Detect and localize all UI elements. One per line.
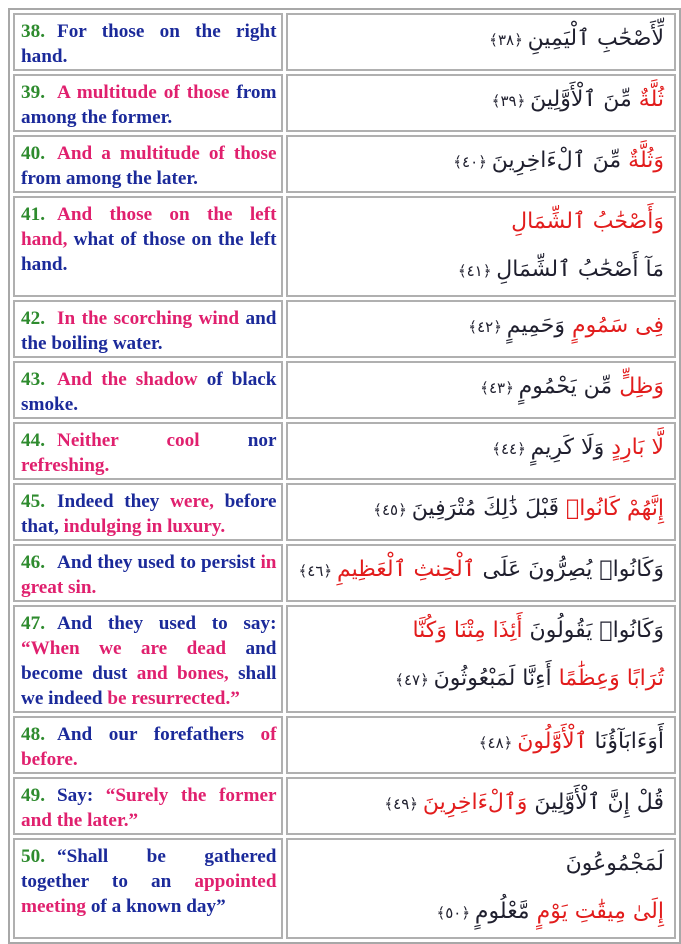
translation-text: of a known day” (90, 896, 226, 917)
arabic-text: قَبْلَ ذَٰلِكَ مُتْرَفِينَ (411, 496, 566, 521)
translation-cell (13, 13, 283, 71)
verse-number: 50. (21, 846, 45, 867)
ayah-number: ﴿٣٩﴾ (491, 92, 531, 110)
translation-text: For those on the right hand. (21, 21, 277, 67)
translation-text: “Surely the former (105, 785, 277, 806)
translation-text: And they used to persist (56, 552, 261, 573)
verse-row (13, 716, 676, 774)
translation-cell (13, 483, 283, 541)
translation-text: and the boiling water. (21, 308, 277, 354)
ayah-number: ﴿٤٦﴾ (298, 562, 337, 580)
verse-row (13, 483, 676, 541)
translation-text: of black smoke. (21, 369, 277, 415)
verse-row (13, 605, 676, 713)
translation-text: In the scorching wind (56, 308, 246, 329)
arabic-cell (286, 361, 676, 419)
arabic-text: فِى سَمُومٍ (572, 313, 664, 338)
arabic-line (298, 779, 664, 828)
arabic-text: وَٱلْءَاخِرِينَ (422, 790, 535, 815)
ayah-number: ﴿٤٥﴾ (373, 501, 412, 519)
arabic-text: مِّنَ ٱلْأَوَّلِينَ (530, 87, 639, 112)
verse-row (13, 74, 676, 132)
verse-number: 44. (21, 430, 45, 451)
arabic-line (298, 546, 664, 595)
arabic-text: تُرَابًا وَعِظَٰمًا (558, 666, 664, 691)
verse-number: 41. (21, 204, 45, 225)
arabic-line (298, 198, 664, 246)
arabic-cell (286, 716, 676, 774)
translation-text: Indeed they (56, 491, 171, 512)
arabic-cell (286, 13, 676, 71)
translation-text: before that, (21, 491, 277, 537)
translation-text: from among the later. (21, 168, 198, 189)
arabic-text: ٱلْحِنثِ ٱلْعَظِيمِ (336, 557, 483, 582)
ayah-number: ﴿٤٢﴾ (468, 318, 507, 336)
arabic-text: مِّن يَحْمُومٍ (518, 374, 620, 399)
verse-row (13, 544, 676, 602)
arabic-text: أَءِنَّا لَمَبْعُوثُونَ (433, 666, 559, 691)
translation-text: appointed meeting (21, 871, 277, 917)
verse-number: 46. (21, 552, 45, 573)
ayah-number: ﴿٤٨﴾ (478, 734, 518, 752)
translation-text: A multitude of those (56, 82, 237, 103)
arabic-line (298, 302, 664, 351)
translation-text: “When we are dead (21, 638, 246, 659)
ayah-number: ﴿٤١﴾ (457, 262, 497, 280)
translation-text: Neither cool (56, 430, 248, 451)
arabic-text: وَلَا كَرِيمٍ (530, 435, 612, 460)
arabic-text: لِّأَصْحَٰبِ ٱلْيَمِينِ (527, 26, 664, 51)
translation-cell (13, 422, 283, 480)
verse-row (13, 422, 676, 480)
arabic-text: وَثُلَّةٌ (628, 148, 664, 173)
arabic-cell (286, 74, 676, 132)
translation-text: and become dust (21, 638, 277, 684)
translation-text: indulging in luxury. (63, 516, 226, 537)
arabic-line (298, 137, 664, 186)
arabic-text: مِّنَ ٱلْءَاخِرِينَ (491, 148, 629, 173)
verse-number: 39. (21, 82, 45, 103)
arabic-text: لَّا بَارِدٍ (611, 435, 664, 460)
translation-text: And a multitude of those (56, 143, 277, 164)
translation-text: And the shadow (56, 369, 207, 390)
arabic-line (298, 655, 664, 704)
arabic-text: وَكَانُوا۟ يَقُولُونَ (529, 618, 664, 643)
verse-number: 38. (21, 21, 45, 42)
translation-cell (13, 777, 283, 835)
translation-cell (13, 300, 283, 358)
arabic-line (298, 246, 664, 295)
verse-table (8, 8, 681, 944)
arabic-text: ٱلْأَوَّلُونَ (517, 729, 595, 754)
arabic-text: وَكَانُوا۟ يُصِرُّونَ عَلَى (482, 557, 664, 582)
translation-cell (13, 716, 283, 774)
translation-text: from among the former. (21, 82, 277, 128)
arabic-line (298, 718, 664, 767)
translation-text: what of those on the left hand. (21, 229, 277, 275)
ayah-number: ﴿٤٩﴾ (384, 795, 423, 813)
translation-cell (13, 838, 283, 939)
arabic-text: مَآ أَصْحَٰبُ ٱلشِّمَالِ (496, 257, 664, 282)
translation-text: and bones, (136, 663, 239, 684)
verse-row (13, 13, 676, 71)
ayah-number: ﴿٤٧﴾ (395, 671, 434, 689)
translation-text: in great sin. (21, 552, 277, 598)
verse-row (13, 361, 676, 419)
translation-text: nor (247, 430, 277, 451)
translation-text: shall we indeed (21, 663, 277, 709)
translation-cell (13, 605, 283, 713)
arabic-cell (286, 483, 676, 541)
translation-text: were, (170, 491, 225, 512)
arabic-text: وَظِلٍّ (619, 374, 664, 399)
translation-cell (13, 544, 283, 602)
arabic-line (298, 15, 664, 64)
arabic-text: وَحَمِيمٍ (506, 313, 572, 338)
arabic-cell (286, 605, 676, 713)
arabic-line (298, 424, 664, 473)
arabic-line (298, 888, 664, 937)
verse-number: 48. (21, 724, 45, 745)
arabic-line (298, 363, 664, 412)
ayah-number: ﴿٣٨﴾ (489, 31, 528, 49)
arabic-cell (286, 422, 676, 480)
verse-row (13, 300, 676, 358)
verse-table-body (13, 13, 676, 939)
translation-text: be resurrected.” (107, 688, 240, 709)
translation-text: And our forefathers (56, 724, 261, 745)
translation-text: And they used to say: (56, 613, 277, 634)
arabic-line (298, 76, 664, 125)
arabic-cell (286, 838, 676, 939)
translation-text: “Shall be gathered together to an (21, 846, 277, 892)
ayah-number: ﴿٤٠﴾ (453, 153, 492, 171)
translation-cell (13, 196, 283, 297)
arabic-text: أَئِذَا مِتْنَا وَكُنَّا (412, 618, 530, 643)
translation-text: and the later.” (21, 810, 139, 831)
arabic-line (298, 485, 664, 534)
arabic-text: إِنَّهُمْ كَانُوا۟ (566, 496, 664, 521)
translation-text: Say: (56, 785, 106, 806)
ayah-number: ﴿٥٠﴾ (436, 904, 475, 922)
arabic-text: إِلَىٰ مِيقَٰتِ يَوْمٍ (536, 899, 664, 924)
translation-text: of before. (21, 724, 277, 770)
translation-cell (13, 361, 283, 419)
arabic-line (298, 607, 664, 655)
arabic-cell (286, 135, 676, 193)
verse-row (13, 777, 676, 835)
translation-cell (13, 135, 283, 193)
verse-row (13, 196, 676, 297)
arabic-cell (286, 777, 676, 835)
verse-number: 49. (21, 785, 45, 806)
translation-cell (13, 74, 283, 132)
arabic-cell (286, 196, 676, 297)
verse-row (13, 838, 676, 939)
arabic-text: قُلْ إِنَّ ٱلْأَوَّلِينَ (534, 790, 664, 815)
ayah-number: ﴿٤٤﴾ (492, 440, 531, 458)
arabic-cell (286, 300, 676, 358)
arabic-text: مَّعْلُومٍ (474, 899, 537, 924)
arabic-text: لَمَجْمُوعُونَ (565, 851, 664, 876)
arabic-text: وَأَصْحَٰبُ ٱلشِّمَالِ (511, 209, 664, 234)
arabic-text: ثُلَّةٌ (638, 87, 664, 112)
arabic-text: أَوَءَابَآؤُنَا (594, 729, 664, 754)
verse-number: 42. (21, 308, 45, 329)
verse-number: 45. (21, 491, 45, 512)
verse-number: 47. (21, 613, 45, 634)
translation-text: And those on the left hand, (21, 204, 277, 250)
verse-number: 43. (21, 369, 45, 390)
translation-text: refreshing. (21, 455, 110, 476)
arabic-cell (286, 544, 676, 602)
ayah-number: ﴿٤٣﴾ (480, 379, 519, 397)
verse-row (13, 135, 676, 193)
verse-number: 40. (21, 143, 45, 164)
